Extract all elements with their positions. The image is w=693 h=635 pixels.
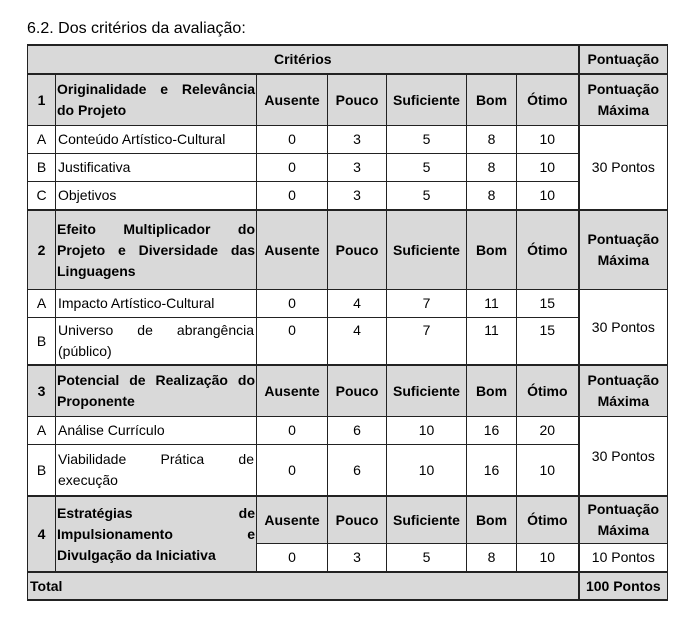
scale-ausente: Ausente [257,210,328,290]
section-3-header-row [28,365,668,417]
scale-bom: Bom [467,496,517,544]
section-max-points: 30 Pontos [579,290,668,366]
value-bom: 8 [467,544,517,573]
value-bom: 11 [467,290,517,318]
pontuacao-maxima-label: Pontuação Máxima [579,365,668,417]
value-ausente: 0 [257,154,328,182]
item-letter: A [28,126,56,154]
value-otimo: 10 [517,126,579,154]
total-value: 100 Pontos [579,572,668,600]
value-suficiente: 7 [387,290,467,318]
value-ausente: 0 [257,290,328,318]
table-row [28,318,668,366]
value-bom: 8 [467,182,517,211]
section-2-header-row [28,210,668,290]
value-bom: 16 [467,445,517,497]
item-label: Análise Currículo [56,417,257,445]
scale-otimo: Ótimo [517,210,579,290]
section-max-points: 30 Pontos [579,417,668,497]
scale-otimo: Ótimo [517,365,579,417]
value-ausente: 0 [257,182,328,211]
scale-pouco: Pouco [328,365,387,417]
value-pouco: 3 [328,154,387,182]
section-max-points: 30 Pontos [579,126,668,211]
value-ausente: 0 [257,544,328,573]
section-number: 4 [28,496,56,572]
scale-suficiente: Suficiente [387,74,467,126]
value-pouco: 3 [328,182,387,211]
scale-bom: Bom [467,210,517,290]
section-number: 3 [28,365,56,417]
item-label: Objetivos [56,182,257,211]
scale-pouco: Pouco [328,74,387,126]
section-title: Efeito Multiplicador do Projeto e Diversidade das Linguagens [56,210,257,290]
item-letter: B [28,445,56,497]
value-otimo: 15 [517,290,579,318]
value-suficiente: 5 [387,126,467,154]
scale-suficiente: Suficiente [387,496,467,544]
value-suficiente: 7 [387,318,467,366]
section-title: Potencial de Realização do Proponente [56,365,257,417]
value-ausente: 0 [257,417,328,445]
value-pouco: 6 [328,445,387,497]
table-row [28,182,668,211]
section-title: Estratégias de Impulsionamento e Divulgação da Iniciativa [56,496,257,572]
value-bom: 16 [467,417,517,445]
item-label: Justificativa [56,154,257,182]
value-suficiente: 10 [387,417,467,445]
total-label: Total [28,572,579,600]
scale-otimo: Ótimo [517,74,579,126]
pontuacao-maxima-label: Pontuação Máxima [579,74,668,126]
pontuacao-header: Pontuação [579,45,668,74]
item-letter: A [28,290,56,318]
value-otimo: 20 [517,417,579,445]
scale-ausente: Ausente [257,74,328,126]
value-suficiente: 5 [387,182,467,211]
table-row [28,154,668,182]
criterios-header: Critérios [28,45,579,74]
section-1-header-row [28,74,668,126]
value-otimo: 10 [517,182,579,211]
value-pouco: 3 [328,126,387,154]
table-row [28,445,668,497]
scale-suficiente: Suficiente [387,210,467,290]
pontuacao-maxima-label: Pontuação Máxima [579,210,668,290]
scale-bom: Bom [467,365,517,417]
section-max-points: 10 Pontos [579,544,668,573]
total-row [28,572,668,600]
table-header-row [28,45,668,74]
section-title: Originalidade e Relevância do Projeto [56,74,257,126]
scale-pouco: Pouco [328,496,387,544]
section-4-header-row [28,496,668,544]
table-row [28,126,668,154]
value-otimo: 15 [517,318,579,366]
item-label: Conteúdo Artístico-Cultural [56,126,257,154]
value-suficiente: 10 [387,445,467,497]
item-label: Viabilidade Prática de execução [56,445,257,497]
value-otimo: 10 [517,445,579,497]
value-otimo: 10 [517,154,579,182]
value-ausente: 0 [257,318,328,366]
item-label: Universo de abrangência (público) [56,318,257,366]
value-pouco: 3 [328,544,387,573]
scale-pouco: Pouco [328,210,387,290]
table-row [28,417,668,445]
value-otimo: 10 [517,544,579,573]
value-pouco: 4 [328,290,387,318]
value-bom: 8 [467,154,517,182]
scale-bom: Bom [467,74,517,126]
scale-suficiente: Suficiente [387,365,467,417]
value-pouco: 4 [328,318,387,366]
item-letter: C [28,182,56,211]
pontuacao-maxima-label: Pontuação Máxima [579,496,668,544]
value-suficiente: 5 [387,544,467,573]
value-ausente: 0 [257,445,328,497]
section-heading: 6.2. Dos critérios da avaliação: [27,20,246,37]
item-letter: A [28,417,56,445]
value-pouco: 6 [328,417,387,445]
scale-otimo: Ótimo [517,496,579,544]
value-suficiente: 5 [387,154,467,182]
value-bom: 8 [467,126,517,154]
table-row [28,290,668,318]
evaluation-criteria-table [27,44,668,601]
item-label: Impacto Artístico-Cultural [56,290,257,318]
section-number: 2 [28,210,56,290]
scale-ausente: Ausente [257,496,328,544]
value-bom: 11 [467,318,517,366]
value-ausente: 0 [257,126,328,154]
section-number: 1 [28,74,56,126]
item-letter: B [28,318,56,366]
scale-ausente: Ausente [257,365,328,417]
item-letter: B [28,154,56,182]
